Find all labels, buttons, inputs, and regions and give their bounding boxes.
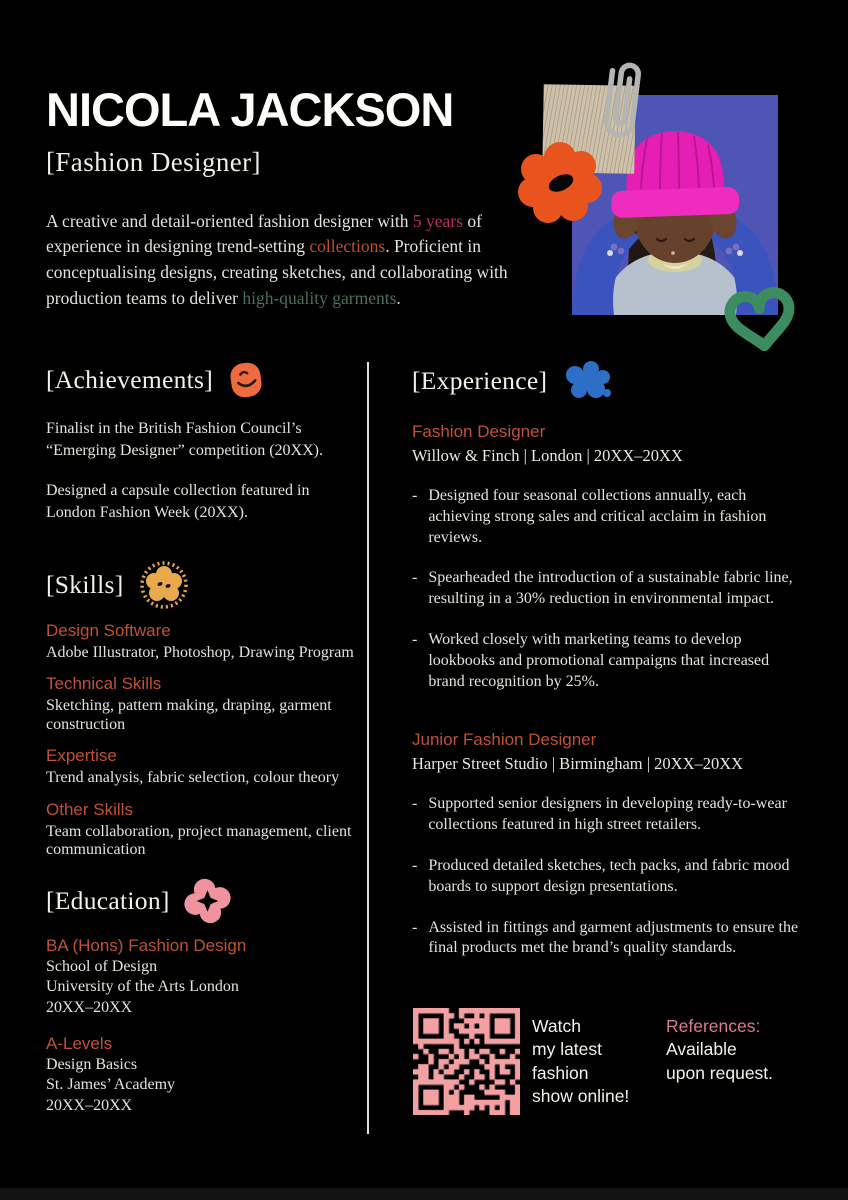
education-line: School of Design — [46, 957, 158, 975]
experience-heading — [412, 360, 804, 402]
education-line: 20XX–20XX — [46, 999, 133, 1016]
qr-caption-line: my latest — [532, 1039, 603, 1060]
references-label: References: — [666, 1016, 761, 1036]
summary-highlight-quality: high-quality garments — [242, 287, 397, 308]
education-entry — [46, 1034, 361, 1116]
badge-flower-icon — [138, 559, 190, 611]
education-program: BA (Hons) Fashion Design — [46, 935, 247, 955]
heart-icon — [722, 282, 800, 360]
job-bullet — [412, 918, 804, 960]
education-entry — [46, 936, 361, 1018]
experience-section — [412, 360, 804, 959]
profile-summary — [46, 209, 534, 311]
job-bullets — [412, 486, 804, 692]
bullet-marker: - — [412, 918, 418, 936]
skill-group-text: Trend analysis, fabric selection, colour theory — [46, 769, 340, 787]
job-bullet — [412, 630, 804, 692]
orange-flower-icon — [516, 140, 604, 228]
summary-text: . Proficient in conceptualising designs, creating sketches, and collaborating with production teams to deliver — [46, 236, 508, 308]
skills-section — [46, 559, 361, 860]
job-bullet — [412, 794, 804, 836]
achievement-item: Finalist in the British Fashion Council’s “Emerging Designer” competition (20XX). — [46, 420, 323, 459]
footer — [413, 1008, 773, 1115]
skill-group-label: Other Skills — [46, 799, 133, 819]
paperclip-icon — [590, 52, 652, 148]
bullet-text: Worked closely with marketing teams to develop lookbooks and promotional campaigns that increased brand recognition by 25%. — [428, 630, 770, 690]
bullet-marker: - — [412, 569, 418, 587]
smiley-icon — [227, 360, 265, 400]
skill-group — [46, 621, 361, 663]
qr-caption-line: fashion — [532, 1062, 589, 1083]
page-bottom-strip — [0, 1188, 848, 1200]
bullet-text: Supported senior designers in developing ready-to-wear collections featured in high street retailers. — [428, 795, 787, 834]
references-line: Available — [666, 1039, 737, 1060]
bullet-text: Produced detailed sketches, tech packs, and fabric mood boards to support design presentations. — [428, 856, 790, 895]
summary-text: of experience in designing trend-setting — [46, 210, 482, 257]
education-line: Design Basics — [46, 1055, 138, 1073]
bullet-text: Designed four seasonal collections annually, each achieving strong sales and critical acclaim in fashion reviews. — [428, 487, 767, 546]
skill-group-label: Design Software — [46, 620, 171, 640]
education-program: A-Levels — [46, 1033, 113, 1053]
education-line: University of the Arts London — [46, 978, 239, 996]
bullet-marker: - — [412, 487, 418, 504]
bullet-marker: - — [412, 630, 418, 648]
skills-heading — [46, 559, 361, 611]
bullet-marker: - — [412, 795, 418, 813]
skill-group — [46, 674, 361, 734]
qr-caption — [532, 1015, 644, 1115]
skills-heading-text: [Skills] — [46, 569, 124, 599]
skill-group — [46, 746, 361, 788]
skill-group-text: Adobe Illustrator, Photoshop, Drawing Program — [46, 643, 354, 661]
job-title: Fashion Designer — [412, 422, 546, 441]
education-line: 20XX–20XX — [46, 1096, 133, 1114]
skill-group-label: Technical Skills — [46, 674, 162, 694]
job-meta: Willow & Finch | London | 20XX–20XX — [412, 446, 683, 465]
experience-heading-text: [Experience] — [412, 366, 548, 395]
bullet-marker: - — [412, 856, 418, 874]
summary-highlight-collections: collections — [309, 236, 386, 257]
summary-highlight-years: 5 years — [412, 210, 463, 231]
achievements-heading — [46, 360, 361, 400]
achievements-heading-text: [Achievements] — [46, 365, 214, 394]
job-meta: Harper Street Studio | Birmingham | 20XX–20XX — [412, 754, 744, 774]
column-divider — [367, 362, 369, 1134]
education-section — [46, 878, 361, 1115]
references-line: upon request. — [666, 1062, 774, 1083]
job-bullet — [412, 486, 804, 548]
bullet-text: Spearheaded the introduction of a sustainable fabric line, resulting in a 30% reduction in environmental impact. — [428, 569, 793, 608]
qr-caption-line: Watch — [532, 1016, 581, 1036]
qr-code — [413, 1008, 520, 1115]
achievements-section — [46, 360, 361, 524]
job-title: Junior Fashion Designer — [412, 730, 597, 750]
education-heading-text: [Education] — [46, 885, 170, 915]
summary-text: A creative and detail-oriented fashion designer with — [46, 210, 413, 231]
job-bullet — [412, 856, 804, 898]
job-bullets — [412, 794, 804, 959]
pink-flower-icon — [184, 878, 231, 924]
skills-groups — [46, 621, 361, 860]
job-entry — [412, 422, 804, 692]
references — [666, 1015, 773, 1115]
candidate-role: [Fashion Designer] — [46, 146, 261, 177]
header — [46, 83, 534, 329]
summary-text: . — [396, 287, 401, 308]
job-entry — [412, 730, 804, 959]
bullet-text: Assisted in fittings and garment adjustments to ensure the final products met the brand’s quality standards. — [428, 918, 799, 957]
skill-group-text: Sketching, pattern making, draping, garment construction — [46, 697, 332, 733]
blue-flower-icon — [561, 360, 613, 402]
photo-collage — [510, 40, 848, 374]
education-line: St. James’ Academy — [46, 1076, 176, 1094]
skill-group-text: Team collaboration, project management, client communication — [46, 822, 352, 859]
right-column — [412, 360, 804, 959]
left-column — [46, 360, 361, 1115]
skill-group-label: Expertise — [46, 746, 117, 766]
education-entries — [46, 936, 361, 1115]
education-heading — [46, 878, 361, 924]
job-bullet — [412, 568, 804, 610]
qr-caption-line: show online! — [532, 1085, 630, 1106]
skill-group — [46, 800, 361, 860]
candidate-name: NICOLA JACKSON — [46, 83, 454, 136]
achievement-item: Designed a capsule collection featured in London Fashion Week (20XX). — [46, 481, 310, 521]
